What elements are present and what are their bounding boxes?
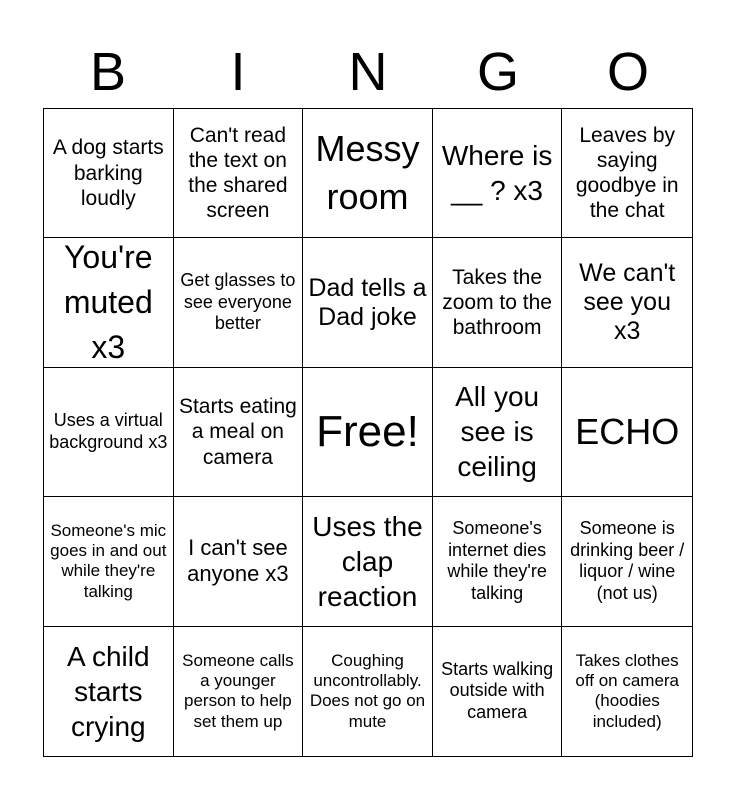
bingo-cell[interactable]: Takes the zoom to the bathroom xyxy=(433,238,563,367)
bingo-cell[interactable]: Get glasses to see everyone better xyxy=(174,238,304,367)
bingo-cell[interactable]: You're muted x3 xyxy=(44,238,174,367)
bingo-cell[interactable]: Coughing uncontrollably. Does not go on mute xyxy=(303,627,433,756)
bingo-cell[interactable]: Someone's mic goes in and out while they're talking xyxy=(44,497,174,626)
bingo-cell[interactable]: Starts walking outside with camera xyxy=(433,627,563,756)
bingo-cell[interactable]: Can't read the text on the shared screen xyxy=(174,109,304,238)
bingo-cell[interactable]: A child starts crying xyxy=(44,627,174,756)
bingo-cell[interactable]: ECHO xyxy=(562,368,692,497)
bingo-cell[interactable]: A dog starts barking loudly xyxy=(44,109,174,238)
bingo-header xyxy=(43,36,693,108)
bingo-cell[interactable]: Leaves by saying goodbye in the chat xyxy=(562,109,692,238)
header-letter-n: N xyxy=(348,42,388,102)
bingo-cell[interactable]: Someone's internet dies while they're talking xyxy=(433,497,563,626)
bingo-cell[interactable]: Someone is drinking beer / liquor / wine (not us) xyxy=(562,497,692,626)
header-letter-b: B xyxy=(89,42,127,102)
bingo-cell[interactable]: All you see is ceiling xyxy=(433,368,563,497)
bingo-cell[interactable]: Takes clothes off on camera (hoodies included) xyxy=(575,650,680,731)
bingo-cell[interactable]: Uses the clap reaction xyxy=(303,497,433,626)
bingo-cell[interactable]: Starts eating a meal on camera xyxy=(174,368,304,497)
bingo-cell[interactable]: Messy room xyxy=(303,109,433,238)
header-letter-g: G xyxy=(476,42,519,102)
free-space[interactable]: Free! xyxy=(303,368,433,497)
bingo-cell[interactable]: Uses a virtual background x3 xyxy=(44,368,174,497)
header-letter-o: O xyxy=(606,42,649,102)
bingo-cell[interactable]: I can't see anyone x3 xyxy=(174,497,304,626)
bingo-board xyxy=(43,108,693,757)
bingo-cell[interactable]: We can't see you x3 xyxy=(562,238,692,367)
bingo-cell[interactable]: Where is __ ? x3 xyxy=(433,109,563,238)
bingo-cell[interactable]: Someone calls a younger person to help set them up xyxy=(174,627,304,756)
bingo-cell[interactable]: Dad tells a Dad joke xyxy=(303,238,433,367)
header-letter-i: I xyxy=(230,42,246,102)
